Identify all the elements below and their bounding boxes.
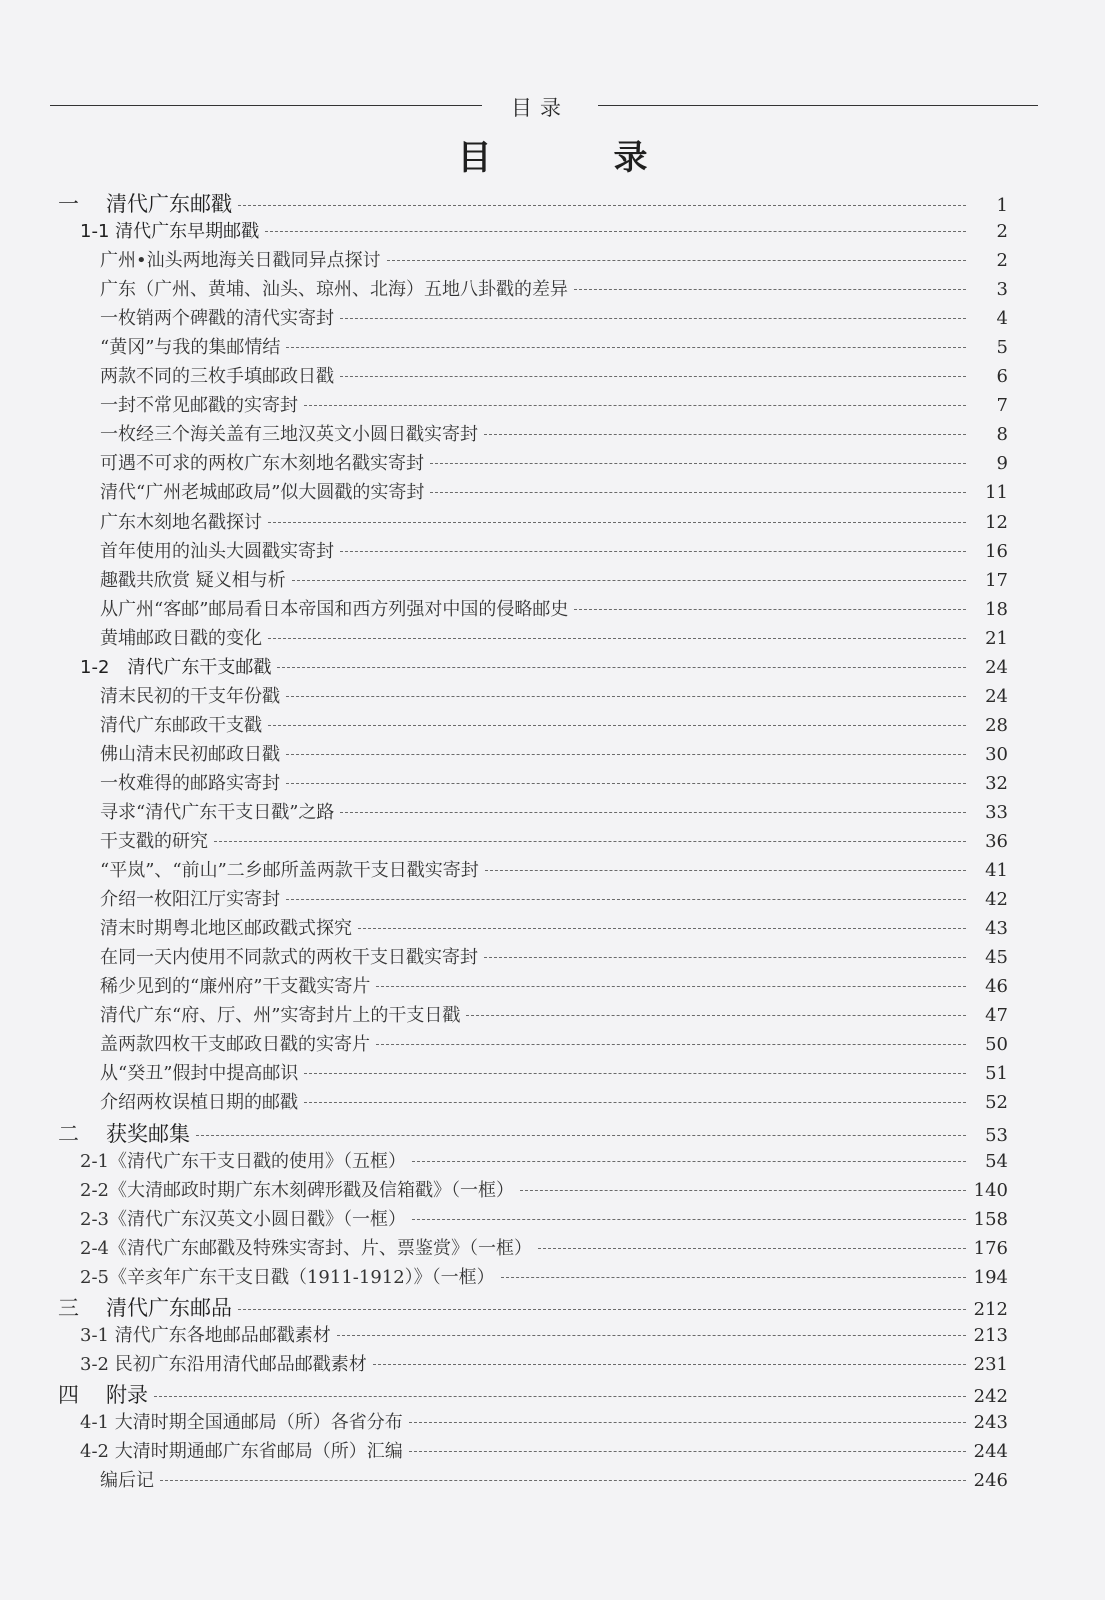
dot-leader bbox=[337, 1335, 966, 1336]
toc-entry[interactable] bbox=[58, 798, 1008, 827]
toc-entry[interactable] bbox=[58, 595, 1008, 624]
toc-entry-title bbox=[100, 391, 298, 417]
toc-entry-title bbox=[100, 304, 334, 330]
toc-entry-title bbox=[58, 1379, 148, 1409]
running-header bbox=[50, 92, 1040, 120]
toc-entry-text: 4-2 大清时期通邮广东省邮局（所）汇编 bbox=[80, 1441, 403, 1463]
toc-entry[interactable] bbox=[58, 333, 1008, 362]
toc-page-number: 3 bbox=[996, 279, 1008, 301]
toc-entry-title bbox=[100, 595, 568, 621]
dot-leader bbox=[286, 696, 966, 697]
dot-leader bbox=[304, 1073, 966, 1074]
toc-entry-text: 3-2 民初广东沿用清代邮品邮戳素材 bbox=[80, 1353, 367, 1375]
toc-entry-title bbox=[58, 188, 232, 218]
toc-page-number: 243 bbox=[973, 1411, 1008, 1433]
dot-leader bbox=[520, 1190, 966, 1191]
toc-page-number: 11 bbox=[985, 482, 1008, 504]
toc-entry-text: 清代“广州老城邮政局”似大圆戳的实寄封 bbox=[100, 482, 425, 504]
toc-page-number: 45 bbox=[985, 947, 1008, 969]
toc-entry-title bbox=[100, 449, 424, 475]
toc-entry-title bbox=[100, 624, 262, 650]
toc-page-number: 42 bbox=[985, 889, 1008, 911]
toc-entry-title bbox=[100, 943, 478, 969]
dot-leader bbox=[485, 870, 966, 871]
toc-entry-title bbox=[100, 566, 286, 592]
toc-entry[interactable] bbox=[58, 1321, 1008, 1350]
toc-page-number: 47 bbox=[985, 1005, 1008, 1027]
toc-entry-title bbox=[100, 246, 381, 272]
dot-leader bbox=[160, 1480, 966, 1481]
toc-entry-text: 一枚难得的邮路实寄封 bbox=[100, 772, 280, 794]
toc-entry-title bbox=[100, 740, 280, 766]
toc-page-number: 246 bbox=[973, 1470, 1008, 1492]
toc-entry-text: 广东木刻地名戳探讨 bbox=[100, 511, 262, 533]
toc-entry[interactable] bbox=[58, 885, 1008, 914]
toc-entry[interactable] bbox=[58, 943, 1008, 972]
toc-entry-text: 2-5《辛亥年广东干支日戳（1911-1912）》（一框） bbox=[80, 1266, 495, 1288]
dot-leader bbox=[484, 434, 966, 435]
toc-entry-text: 1-2 清代广东干支邮戳 bbox=[80, 656, 272, 678]
toc-entry[interactable] bbox=[58, 188, 1008, 217]
toc-entry[interactable] bbox=[58, 740, 1008, 769]
toc-page-number: 54 bbox=[985, 1150, 1008, 1172]
toc-entry[interactable] bbox=[58, 972, 1008, 1001]
toc-page-number: 242 bbox=[973, 1385, 1008, 1407]
toc-page-number: 9 bbox=[996, 453, 1008, 475]
toc-page-number: 2 bbox=[996, 250, 1008, 272]
dot-leader bbox=[196, 1135, 966, 1136]
dot-leader bbox=[286, 347, 966, 348]
toc-page-number: 158 bbox=[973, 1208, 1008, 1230]
toc-entry-title bbox=[100, 1088, 298, 1114]
toc-entry-text: 编后记 bbox=[100, 1470, 154, 1492]
toc-page-number: 53 bbox=[985, 1124, 1008, 1146]
toc-entry[interactable] bbox=[58, 653, 1008, 682]
toc-entry-text: 一封不常见邮戳的实寄封 bbox=[100, 395, 298, 417]
toc-entry[interactable] bbox=[58, 1437, 1008, 1466]
toc-entry-text: 清代广东邮品 bbox=[106, 1295, 232, 1320]
dot-leader bbox=[373, 1364, 966, 1365]
dot-leader bbox=[304, 1102, 966, 1103]
toc-entry[interactable] bbox=[58, 1350, 1008, 1379]
dot-leader bbox=[238, 205, 966, 206]
toc-entry[interactable] bbox=[58, 1205, 1008, 1234]
toc-page-number: 8 bbox=[996, 424, 1008, 446]
toc-entry-text: 清末民初的干支年份戳 bbox=[100, 685, 280, 707]
dot-leader bbox=[214, 841, 966, 842]
toc-page-number: 17 bbox=[985, 569, 1008, 591]
toc-page-number: 43 bbox=[985, 918, 1008, 940]
toc-page-number: 213 bbox=[973, 1324, 1008, 1346]
dot-leader bbox=[574, 289, 966, 290]
dot-leader bbox=[277, 667, 966, 668]
dot-leader bbox=[268, 638, 966, 639]
toc-entry[interactable] bbox=[58, 1234, 1008, 1263]
toc-entry-title bbox=[58, 1118, 190, 1148]
toc-entry-text: 盖两款四枚干支邮政日戳的实寄片 bbox=[100, 1034, 370, 1056]
toc-entry-title bbox=[100, 798, 334, 824]
running-header-title: 目录 bbox=[511, 96, 569, 120]
toc-entry[interactable] bbox=[58, 275, 1008, 304]
toc-entry-text: 从广州“客邮”邮局看日本帝国和西方列强对中国的侵略邮史 bbox=[100, 598, 569, 620]
page-title: 目 录 bbox=[457, 138, 692, 178]
toc-entry-text: 从“癸丑”假封中提高邮识 bbox=[100, 1063, 299, 1085]
toc-page-number: 51 bbox=[985, 1063, 1008, 1085]
toc-page-number: 244 bbox=[973, 1441, 1008, 1463]
toc-entry[interactable] bbox=[58, 624, 1008, 653]
toc-entry-text: 广东（广州、黄埔、汕头、琼州、北海）五地八卦戳的差异 bbox=[100, 279, 568, 301]
header-rule-right bbox=[598, 105, 1038, 106]
dot-leader bbox=[466, 1015, 966, 1016]
toc-entry[interactable] bbox=[58, 914, 1008, 943]
toc-page-number: 7 bbox=[996, 395, 1008, 417]
toc-entry[interactable] bbox=[58, 1176, 1008, 1205]
toc-entry[interactable] bbox=[58, 682, 1008, 711]
toc-entry[interactable] bbox=[58, 1030, 1008, 1059]
toc-page-number: 12 bbox=[985, 511, 1008, 533]
toc-entry-text: 2-2《大清邮政时期广东木刻碑形戳及信箱戳》（一框） bbox=[80, 1179, 514, 1201]
toc-entry-text: 佛山清末民初邮政日戳 bbox=[100, 743, 280, 765]
dot-leader bbox=[387, 260, 966, 261]
dot-leader bbox=[286, 899, 966, 900]
toc-entry[interactable] bbox=[58, 1088, 1008, 1117]
toc-page-number: 33 bbox=[985, 801, 1008, 823]
toc-page-number: 5 bbox=[996, 337, 1008, 359]
toc-entry[interactable] bbox=[58, 769, 1008, 798]
dot-leader bbox=[484, 957, 966, 958]
dot-leader bbox=[304, 405, 966, 406]
toc-page-number: 36 bbox=[985, 831, 1008, 853]
toc-entry-text: 介绍两枚误植日期的邮戳 bbox=[100, 1092, 298, 1114]
toc-entry-title bbox=[100, 537, 334, 563]
dot-leader bbox=[538, 1248, 966, 1249]
toc-page-number: 2 bbox=[996, 221, 1008, 243]
toc-entry-text: 清末时期粤北地区邮政戳式探究 bbox=[100, 918, 352, 940]
toc-entry[interactable] bbox=[58, 1147, 1008, 1176]
toc-entry-title bbox=[80, 1350, 367, 1376]
toc-entry-title bbox=[100, 508, 262, 534]
toc-entry-text: 附录 bbox=[106, 1382, 148, 1407]
toc-entry-text: 首年使用的汕头大圆戳实寄封 bbox=[100, 540, 334, 562]
toc-entry[interactable] bbox=[58, 420, 1008, 449]
toc-entry-title bbox=[100, 711, 262, 737]
toc-entry[interactable] bbox=[58, 566, 1008, 595]
dot-leader bbox=[268, 725, 966, 726]
toc-entry[interactable] bbox=[58, 1118, 1008, 1147]
dot-leader bbox=[376, 986, 966, 987]
toc-entry[interactable] bbox=[58, 246, 1008, 275]
toc-page-number: 1 bbox=[996, 195, 1008, 216]
toc-entry-text: “平岚”、“前山”二乡邮所盖两款干支日戳实寄封 bbox=[100, 860, 479, 882]
toc-section-number: 二 bbox=[58, 1121, 79, 1146]
toc-page-number: 52 bbox=[985, 1092, 1008, 1114]
dot-leader bbox=[238, 1309, 966, 1310]
dot-leader bbox=[358, 928, 966, 929]
toc-entry-title bbox=[100, 333, 280, 359]
dot-leader bbox=[430, 463, 966, 464]
dot-leader bbox=[265, 231, 966, 232]
toc-page-number: 4 bbox=[996, 308, 1008, 330]
dot-leader bbox=[286, 754, 966, 755]
toc-entry[interactable] bbox=[58, 478, 1008, 507]
toc-page-number: 231 bbox=[973, 1353, 1008, 1375]
dot-leader bbox=[340, 318, 966, 319]
toc-entry[interactable] bbox=[58, 1379, 1008, 1408]
dot-leader bbox=[340, 551, 966, 552]
toc-page-number: 212 bbox=[973, 1298, 1008, 1320]
toc-entry-text: 2-4《清代广东邮戳及特殊实寄封、片、票鉴赏》（一框） bbox=[80, 1237, 532, 1259]
toc-entry-text: 3-1 清代广东各地邮品邮戳素材 bbox=[80, 1324, 331, 1346]
toc-page-number: 16 bbox=[985, 540, 1008, 562]
toc-entry[interactable] bbox=[58, 1263, 1008, 1292]
dot-leader bbox=[574, 609, 966, 610]
toc-entry-title bbox=[80, 1321, 331, 1347]
toc-page-number: 140 bbox=[973, 1179, 1008, 1201]
toc-entry[interactable] bbox=[58, 856, 1008, 885]
toc-entry-text: 寻求“清代广东干支日戳”之路 bbox=[100, 801, 335, 823]
toc-page-number: 6 bbox=[996, 366, 1008, 388]
toc-entry-text: 清代广东邮戳 bbox=[106, 192, 232, 216]
toc-entry-text: 趣戳共欣赏 疑义相与析 bbox=[100, 569, 286, 591]
toc-entry-title bbox=[80, 1147, 406, 1173]
toc-entry-text: 稀少见到的“廉州府”干支戳实寄片 bbox=[100, 976, 371, 998]
toc-entry-title bbox=[100, 1059, 298, 1085]
toc-entry-title bbox=[80, 217, 259, 243]
toc-page-number: 41 bbox=[985, 860, 1008, 882]
dot-leader bbox=[430, 492, 966, 493]
toc-entry-title bbox=[100, 682, 280, 708]
toc-entry[interactable] bbox=[58, 1466, 1008, 1495]
toc-entry-title bbox=[100, 1001, 460, 1027]
dot-leader bbox=[340, 812, 966, 813]
toc-entry-text: “黄冈”与我的集邮情结 bbox=[100, 337, 281, 359]
dot-leader bbox=[340, 376, 966, 377]
toc-page-number: 24 bbox=[985, 656, 1008, 678]
toc-entry-text: 在同一天内使用不同款式的两枚干支日戳实寄封 bbox=[100, 947, 478, 969]
toc-entry-title bbox=[80, 653, 271, 679]
toc-entry-text: 清代广东“府、厅、州”实寄封片上的干支日戳 bbox=[100, 1005, 461, 1027]
toc-page-number: 32 bbox=[985, 772, 1008, 794]
toc-entry-title bbox=[80, 1234, 532, 1260]
toc-entry[interactable] bbox=[58, 508, 1008, 537]
dot-leader bbox=[376, 1044, 966, 1045]
toc-section-number: 四 bbox=[58, 1382, 79, 1407]
toc-entry-title bbox=[80, 1176, 514, 1202]
toc-entry-title bbox=[80, 1437, 403, 1463]
toc-entry-title bbox=[100, 885, 280, 911]
toc-section-number: 一 bbox=[58, 192, 79, 216]
toc-entry-title bbox=[100, 856, 479, 882]
toc-entry-title bbox=[80, 1263, 495, 1289]
toc-entry-text: 1-1 清代广东早期邮戳 bbox=[80, 221, 260, 243]
toc-entry[interactable] bbox=[58, 1059, 1008, 1088]
toc-entry-text: 一枚经三个海关盖有三地汉英文小圆日戳实寄封 bbox=[100, 424, 478, 446]
toc-entry[interactable] bbox=[58, 1292, 1008, 1321]
toc-entry-text: 两款不同的三枚手填邮政日戳 bbox=[100, 366, 334, 388]
toc-entry-text: 2-3《清代广东汉英文小圆日戳》（一框） bbox=[80, 1208, 406, 1230]
toc-entry[interactable] bbox=[58, 217, 1008, 246]
toc-page-number: 24 bbox=[985, 685, 1008, 707]
toc-entry[interactable] bbox=[58, 304, 1008, 333]
header-rule-left bbox=[50, 105, 482, 106]
toc-entry-text: 获奖邮集 bbox=[106, 1121, 190, 1146]
toc-entry-title bbox=[100, 478, 424, 504]
toc-entry-title bbox=[80, 1408, 403, 1434]
toc-entry-title bbox=[100, 420, 478, 446]
dot-leader bbox=[409, 1451, 966, 1452]
toc-entry-title bbox=[100, 1466, 154, 1492]
toc-page-number: 176 bbox=[973, 1237, 1008, 1259]
toc-page-number: 30 bbox=[985, 743, 1008, 765]
toc-entry-title bbox=[80, 1205, 406, 1231]
toc-page-number: 18 bbox=[985, 598, 1008, 620]
toc-entry-title bbox=[58, 1292, 232, 1322]
dot-leader bbox=[286, 783, 966, 784]
dot-leader bbox=[501, 1277, 966, 1278]
toc-entry-title bbox=[100, 972, 370, 998]
toc-entry-text: 一枚销两个碑戳的清代实寄封 bbox=[100, 308, 334, 330]
toc-entry-text: 干支戳的研究 bbox=[100, 831, 208, 853]
toc-entry-text: 清代广东邮政干支戳 bbox=[100, 714, 262, 736]
toc-entry-text: 介绍一枚阳江厅实寄封 bbox=[100, 889, 280, 911]
dot-leader bbox=[412, 1161, 966, 1162]
toc-page-number: 21 bbox=[985, 627, 1008, 649]
dot-leader bbox=[154, 1396, 966, 1397]
toc-entry-text: 4-1 大清时期全国通邮局（所）各省分布 bbox=[80, 1411, 403, 1433]
toc-entry[interactable] bbox=[58, 1001, 1008, 1030]
dot-leader bbox=[268, 522, 966, 523]
toc-entry[interactable] bbox=[58, 827, 1008, 856]
toc-entry-title bbox=[100, 275, 568, 301]
toc-entry-text: 黄埔邮政日戳的变化 bbox=[100, 627, 262, 649]
toc-page-number: 46 bbox=[985, 976, 1008, 998]
toc-entry-text: 2-1《清代广东干支日戳的使用》（五框） bbox=[80, 1150, 406, 1172]
toc-page-number: 28 bbox=[985, 714, 1008, 736]
dot-leader bbox=[292, 580, 966, 581]
toc-entry-text: 可遇不可求的两枚广东木刻地名戳实寄封 bbox=[100, 453, 424, 475]
toc-entry-title bbox=[100, 362, 334, 388]
toc-entry-title bbox=[100, 769, 280, 795]
toc-entry-title bbox=[100, 827, 208, 853]
toc-page-number: 194 bbox=[973, 1266, 1008, 1288]
toc-page-number: 50 bbox=[985, 1034, 1008, 1056]
dot-leader bbox=[412, 1219, 966, 1220]
toc-entry[interactable] bbox=[58, 391, 1008, 420]
toc-entry-title bbox=[100, 1030, 370, 1056]
toc-entry[interactable] bbox=[58, 537, 1008, 566]
toc-section-number: 三 bbox=[58, 1295, 79, 1320]
toc-entry[interactable] bbox=[58, 362, 1008, 391]
toc-entry[interactable] bbox=[58, 449, 1008, 478]
toc-entry[interactable] bbox=[58, 711, 1008, 740]
toc-entry-text: 广州•汕头两地海关日戳同异点探讨 bbox=[100, 250, 381, 272]
toc-entry-title bbox=[100, 914, 352, 940]
dot-leader bbox=[409, 1422, 966, 1423]
table-of-contents bbox=[58, 188, 1008, 1495]
toc-entry[interactable] bbox=[58, 1408, 1008, 1437]
